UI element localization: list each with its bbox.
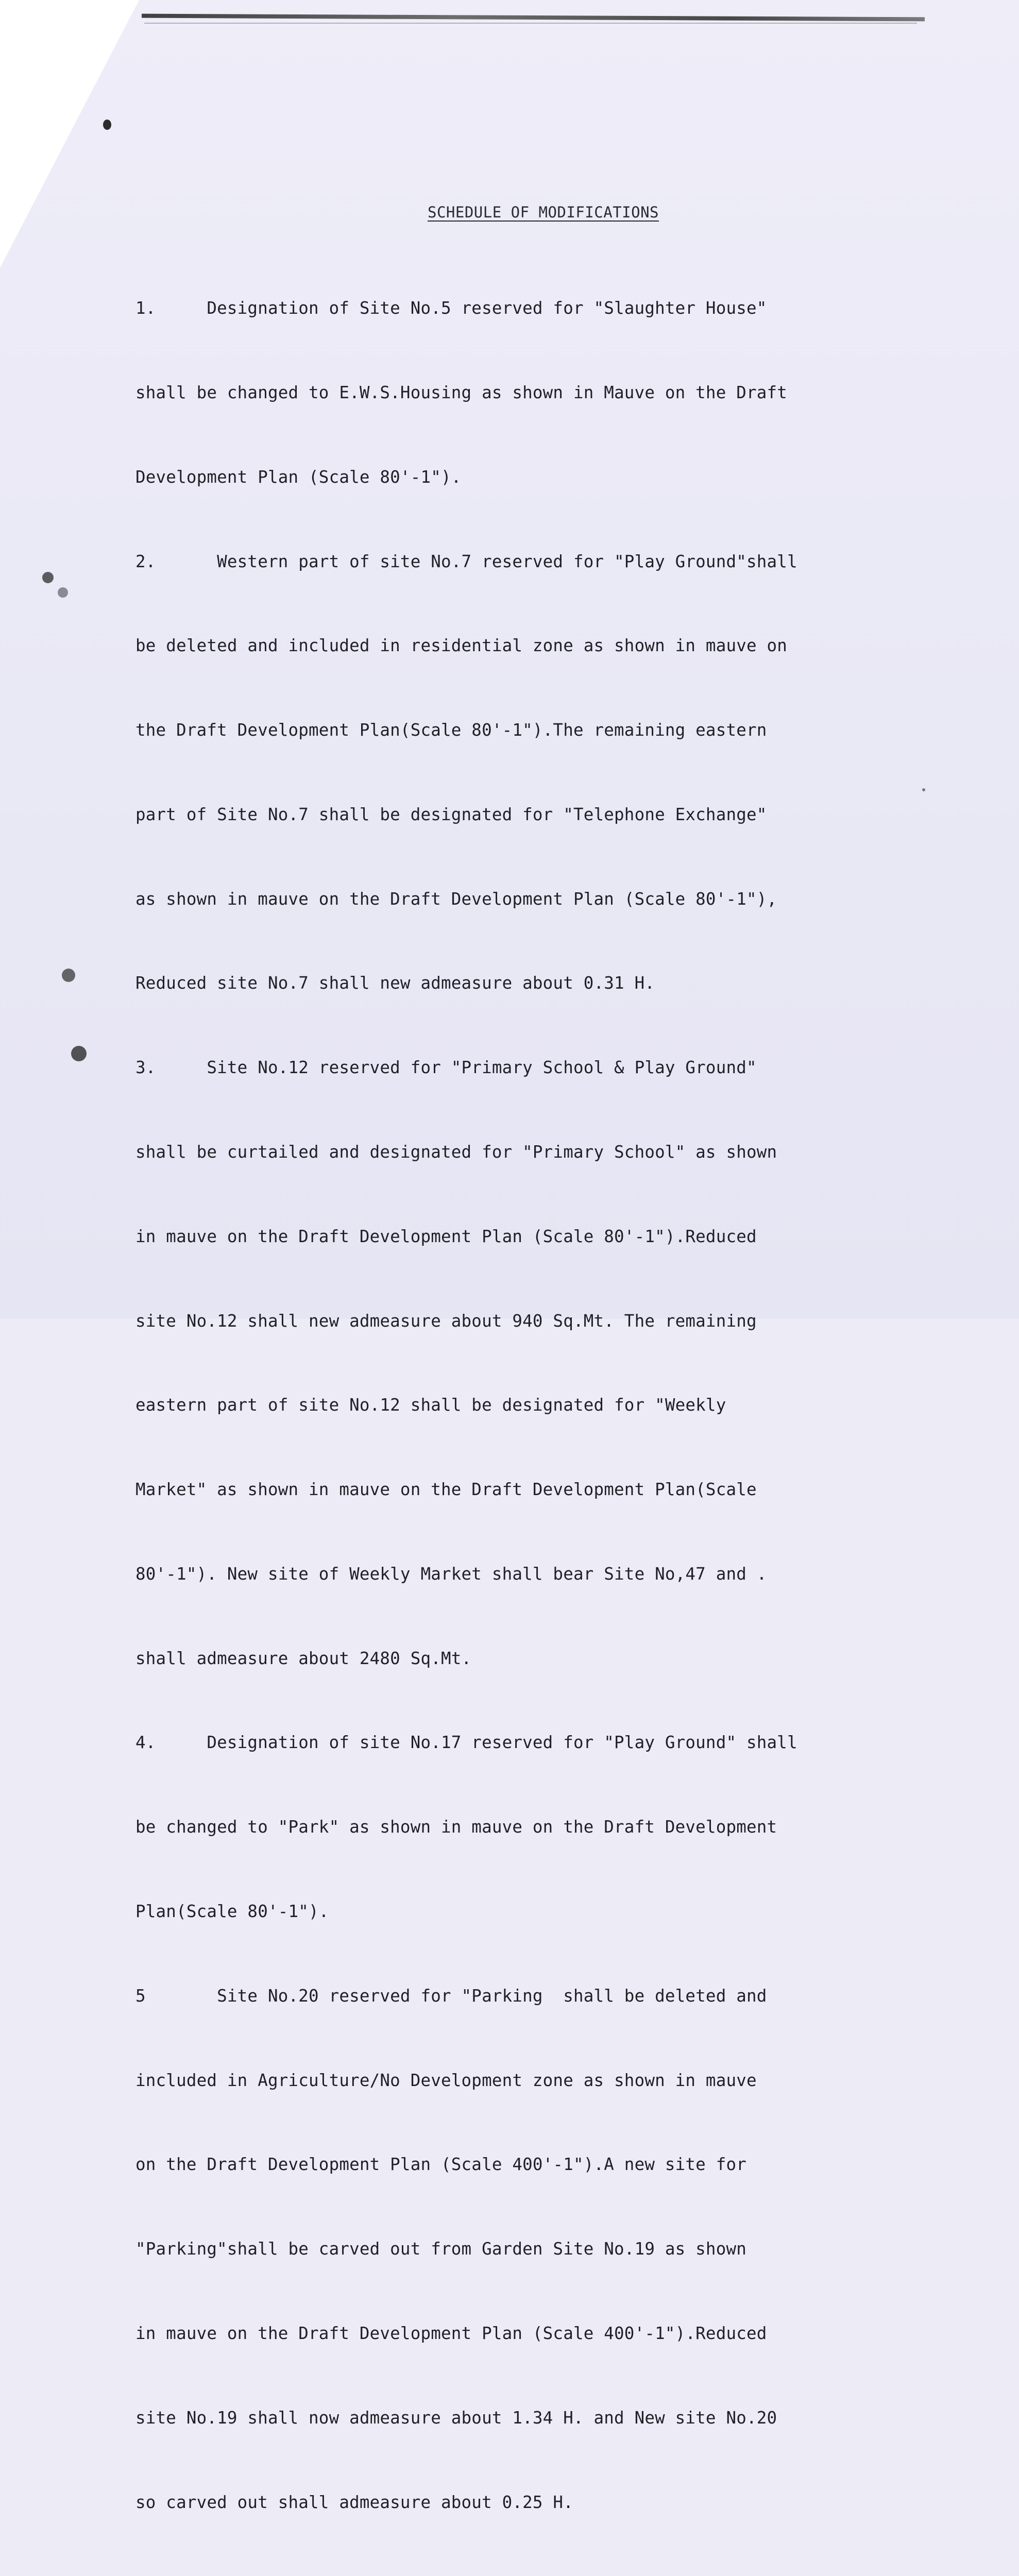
text-line: Development Plan (Scale 80'-1"). — [135, 467, 462, 487]
text-line: the Draft Development Plan(Scale 80'-1").The remaining eastern — [135, 720, 767, 740]
text-line: Reduced site No.7 shall new admeasure about 0.31 H. — [135, 973, 655, 993]
text-line: 5 Site No.20 reserved for "Parking shall be deleted and — [135, 1986, 767, 2006]
text-line: in mauve on the Draft Development Plan (Scale 400'-1").Reduced — [135, 2323, 767, 2343]
scan-speck — [42, 572, 54, 583]
text-line: part of Site No.7 shall be designated for "Telephone Exchange" — [135, 804, 767, 824]
text-line: 4. Designation of site No.17 reserved for "Play Ground" shall — [135, 1733, 797, 1753]
text-line: included in Agriculture/No Development zone as shown in mauve — [135, 2070, 757, 2090]
text-line: Plan(Scale 80'-1"). — [135, 1902, 329, 1922]
text-line: Market" as shown in mauve on the Draft Development Plan(Scale — [135, 1480, 757, 1500]
scan-speck — [58, 587, 68, 598]
text-line: be deleted and included in residential zone as shown in mauve on — [135, 636, 788, 656]
text-line: 80'-1"). New site of Weekly Market shall bear Site No,47 and . — [135, 1564, 767, 1584]
text-line: "Parking"shall be carved out from Garden Site No.19 as shown — [135, 2239, 746, 2259]
text-line: shall admeasure about 2480 Sq.Mt. — [135, 1648, 472, 1668]
scan-speck — [71, 1046, 87, 1061]
page-top-edge-shadow — [144, 23, 917, 24]
text-line: site No.12 shall new admeasure about 940 Sq.Mt. The remaining — [135, 1311, 757, 1331]
text-line: be changed to "Park" as shown in mauve on the Draft Development — [135, 1817, 777, 1837]
scan-speck — [922, 788, 925, 791]
page-top-edge — [142, 14, 925, 22]
scan-speck — [62, 969, 75, 982]
text-line: shall be curtailed and designated for "Primary School" as shown — [135, 1142, 777, 1162]
text-line: so carved out shall admeasure about 0.25 H. — [135, 2492, 573, 2512]
text-line: shall be changed to E.W.S.Housing as shown in Mauve on the Draft — [135, 382, 788, 402]
text-line: in mauve on the Draft Development Plan (Scale 80'-1").Reduced — [135, 1226, 757, 1246]
text-line: 2. Western part of site No.7 reserved for "Play Ground"shall — [135, 551, 797, 571]
document-title: SCHEDULE OF MODIFICATIONS — [428, 204, 659, 221]
torn-page-corner — [0, 0, 139, 268]
text-line: 1. Designation of Site No.5 reserved for "Slaughter House" — [135, 298, 767, 318]
text-line: as shown in mauve on the Draft Development Plan (Scale 80'-1"), — [135, 889, 777, 909]
text-line — [135, 2572, 913, 2576]
text-line: eastern part of site No.12 shall be designated for "Weekly — [135, 1395, 726, 1415]
document-body — [135, 238, 913, 2576]
text-line: on the Draft Development Plan (Scale 400'-1").A new site for — [135, 2155, 746, 2175]
text-line: 3. Site No.12 reserved for "Primary School & Play Ground" — [135, 1058, 757, 1078]
scan-speck — [103, 120, 111, 130]
text-line: site No.19 shall now admeasure about 1.34 H. and New site No.20 — [135, 2408, 777, 2428]
